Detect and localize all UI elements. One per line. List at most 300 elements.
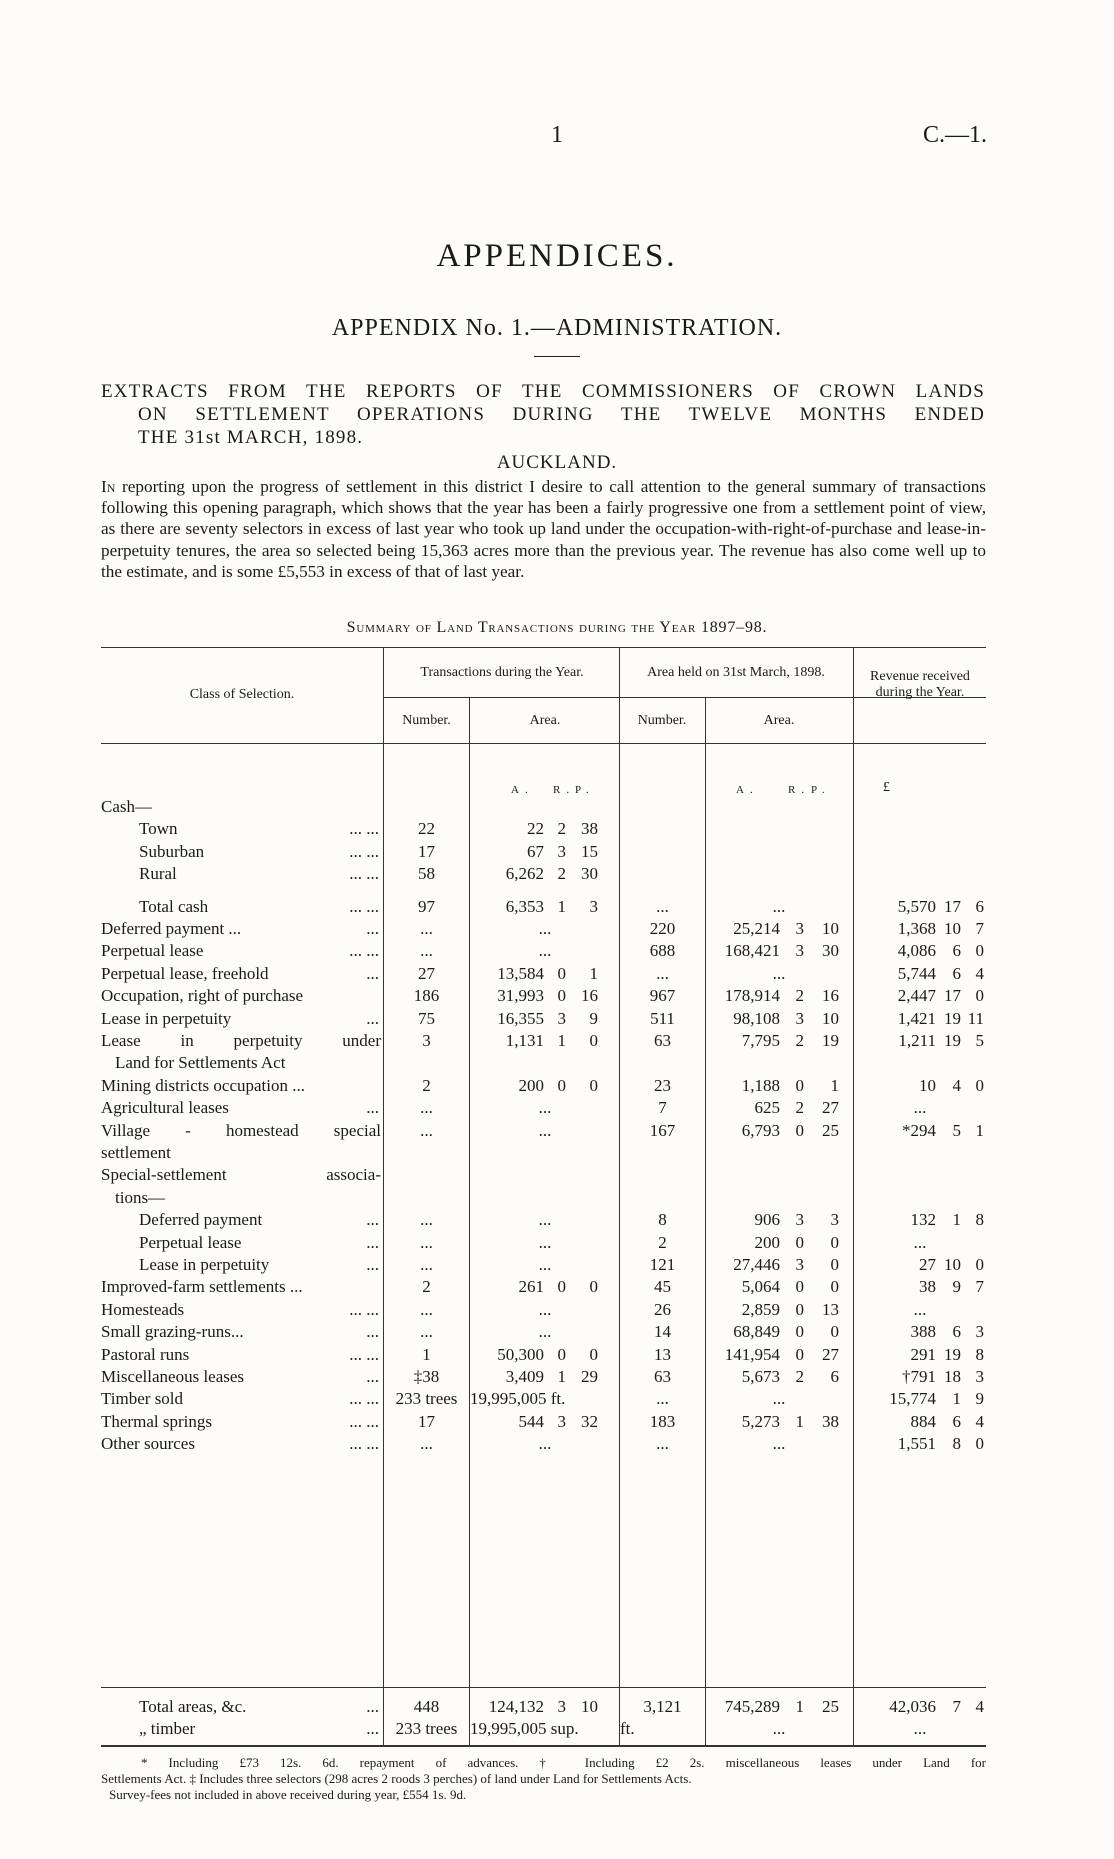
header-h-area: Area. (763, 713, 795, 728)
row-22-h-perches: 13 (822, 1299, 839, 1319)
row-7-rev-shillings: 6 (952, 963, 961, 983)
row-25-rev-shillings: 18 (944, 1367, 961, 1386)
total-0-label: Total areas, &c. (139, 1697, 247, 1716)
row-2-t-acres: 67 (527, 841, 544, 861)
row-28-t-number: ... (420, 1434, 433, 1454)
header-class: Class of Selection. (189, 687, 295, 702)
row-6-rev-shillings: 6 (952, 941, 961, 961)
row-12-t-perches: 0 (589, 1075, 598, 1095)
row-21-rev-pounds: 38 (919, 1277, 936, 1297)
row-6-h-perches: 30 (822, 941, 839, 961)
row-2-label: Suburban (139, 841, 205, 861)
row-26-leader: ... ... (349, 1389, 379, 1409)
total-0-h-perches: 25 (822, 1697, 839, 1716)
row-12-h-perches: 1 (830, 1075, 839, 1095)
row-18-t-area: ... (538, 1210, 552, 1230)
row-7-h-area: ... (772, 963, 786, 983)
row-4-rev-pounds: 5,570 (897, 896, 936, 916)
row-21-t-perches: 0 (589, 1277, 598, 1297)
row-22-t-area: ... (538, 1299, 552, 1319)
row-6-rev-pounds: 4,086 (897, 941, 936, 961)
row-14-h-roods: 0 (795, 1120, 804, 1140)
row-18-rev-pounds: 132 (910, 1210, 936, 1230)
total-0-t-roods: 3 (557, 1697, 566, 1716)
row-25-rev-pence: 3 (975, 1367, 984, 1386)
row-10-label: Lease in perpetuity under (101, 1031, 381, 1050)
row-19-h-perches: 0 (830, 1232, 839, 1252)
row-18-h-perches: 3 (830, 1210, 839, 1230)
row-10-rev-shillings: 19 (944, 1031, 961, 1050)
total-0-leader: ... (366, 1697, 379, 1716)
row-8-rev-pounds: 2,447 (897, 986, 936, 1006)
row-22-label: Homesteads (101, 1299, 185, 1319)
row-5-t-number: ... (420, 919, 433, 938)
row-25-t-number: ‡38 (413, 1367, 440, 1386)
row-23-t-number: ... (420, 1322, 433, 1342)
row-10-t-roods: 1 (557, 1031, 566, 1050)
row-20-h-roods: 3 (795, 1255, 804, 1274)
row-26-label: Timber sold (101, 1389, 184, 1409)
row-4-t-roods: 1 (557, 896, 566, 916)
row-8-h-acres: 178,914 (724, 986, 780, 1006)
row-7-t-perches: 1 (589, 963, 598, 983)
total-0-h-acres: 745,289 (724, 1697, 780, 1716)
row-10-h-acres: 7,795 (741, 1031, 780, 1050)
total-1-t-number: 233 trees (395, 1719, 458, 1738)
row-14-rev-pounds: *294 (902, 1120, 936, 1140)
row-19-t-area: ... (538, 1232, 552, 1252)
footnotes (101, 1755, 986, 1803)
row-25-t-acres: 3,409 (505, 1367, 544, 1386)
row-25-h-perches: 6 (830, 1367, 839, 1386)
total-1-t-area: 19,995,005 sup. (470, 1719, 579, 1738)
col-rule-1 (383, 647, 384, 1747)
row-12-h-acres: 1,188 (741, 1075, 780, 1095)
row-24-rev-pence: 8 (975, 1344, 984, 1364)
row-28-leader: ... ... (349, 1434, 379, 1454)
header-revenue: Revenue received during the Year. (870, 669, 970, 700)
row-9-h-roods: 3 (795, 1008, 804, 1028)
row-21-t-number: 2 (422, 1277, 431, 1297)
row-6-t-area: ... (538, 941, 552, 961)
row-24-t-acres: 50,300 (497, 1344, 544, 1364)
row-10-t-perches: 0 (589, 1031, 598, 1050)
row-9-t-number: 75 (418, 1008, 435, 1028)
footnote-3: Survey-fees not included in above received during year, £554 1s. 9d. (109, 1787, 467, 1802)
row-26-h-number: ... (656, 1389, 669, 1409)
row-2-t-perches: 15 (581, 841, 598, 861)
row-15-label: settlement (101, 1143, 171, 1162)
row-4-h-area: ... (772, 896, 786, 916)
row-13-revenue: ... (913, 1098, 927, 1118)
row-10-t-number: 3 (422, 1031, 431, 1050)
row-13-h-acres: 625 (754, 1098, 780, 1118)
unit-perches: P. (575, 784, 595, 796)
total-1-revenue: ... (913, 1719, 927, 1738)
row-25-h-acres: 5,673 (741, 1367, 780, 1386)
row-24-rev-shillings: 19 (944, 1344, 961, 1364)
row-5-h-roods: 3 (795, 919, 804, 938)
row-9-rev-shillings: 19 (944, 1008, 961, 1028)
row-9-h-number: 511 (650, 1008, 675, 1028)
row-8-rev-pence: 0 (975, 986, 984, 1006)
header-t-number: Number. (402, 713, 451, 728)
row-2-t-number: 17 (418, 841, 435, 861)
row-18-rev-pence: 8 (975, 1210, 984, 1230)
row-8-rev-shillings: 17 (944, 986, 961, 1006)
row-24-leader: ... ... (349, 1344, 379, 1364)
row-17-label: tions— (115, 1187, 166, 1207)
totals-rule (101, 1687, 986, 1688)
total-0-t-acres: 124,132 (488, 1697, 544, 1716)
row-5-t-area: ... (538, 919, 552, 938)
row-6-label: Perpetual lease (101, 941, 204, 961)
row-13-t-area: ... (538, 1098, 552, 1118)
row-1-t-roods: 2 (557, 819, 566, 839)
row-5-h-perches: 10 (822, 919, 839, 938)
intro-paragraph (101, 476, 986, 582)
row-24-rev-pounds: 291 (910, 1344, 936, 1364)
row-5-leader: ... (366, 919, 379, 938)
row-4-rev-pence: 6 (975, 896, 984, 916)
unit-roods: R. (553, 784, 576, 796)
total-0-t-number: 448 (413, 1697, 440, 1716)
total-0-rev-pounds: 42,036 (889, 1697, 936, 1716)
row-27-t-acres: 544 (518, 1411, 544, 1431)
row-25-label: Miscellaneous leases (101, 1367, 245, 1386)
row-24-h-perches: 27 (822, 1344, 839, 1364)
row-2-t-roods: 3 (557, 841, 566, 861)
row-20-rev-pounds: 27 (919, 1255, 936, 1274)
row-5-h-number: 220 (649, 919, 676, 938)
row-4-label: Total cash (139, 896, 209, 916)
row-24-t-perches: 0 (589, 1344, 598, 1364)
row-22-t-number: ... (420, 1299, 433, 1319)
row-22-h-acres: 2,859 (741, 1299, 780, 1319)
row-26-h-area: ... (772, 1389, 786, 1409)
row-14-rev-shillings: 5 (952, 1120, 961, 1140)
row-28-h-area: ... (772, 1434, 786, 1454)
row-10-rev-pounds: 1,211 (898, 1031, 936, 1050)
row-21-h-roods: 0 (795, 1277, 804, 1297)
row-23-rev-pence: 3 (975, 1322, 984, 1342)
region-heading: AUCKLAND. (496, 452, 618, 473)
row-25-h-roods: 2 (795, 1367, 804, 1386)
unit-held-acres: A. (736, 784, 759, 796)
row-18-h-roods: 3 (795, 1210, 804, 1230)
row-23-h-perches: 0 (830, 1322, 839, 1342)
row-25-t-roods: 1 (557, 1367, 566, 1386)
row-1-label: Town (139, 819, 178, 839)
row-20-rev-pence: 0 (975, 1255, 984, 1274)
row-28-t-area: ... (538, 1434, 552, 1454)
row-9-leader: ... (366, 1008, 379, 1028)
extracts-line-2: ON SETTLEMENT OPERATIONS DURING THE TWELVE MONTHS ENDED (138, 404, 985, 425)
row-11-label: Land for Settlements Act (115, 1053, 286, 1073)
row-14-rev-pence: 1 (975, 1120, 984, 1140)
row-21-h-acres: 5,064 (741, 1277, 780, 1297)
row-24-label: Pastoral runs (101, 1344, 190, 1364)
row-27-h-number: 183 (649, 1411, 676, 1431)
appendix-title: APPENDIX No. 1.—ADMINISTRATION. (331, 315, 783, 341)
total-1-h-number: ft. (620, 1719, 635, 1738)
unit-held-roods: R. (788, 784, 811, 796)
header-h-number: Number. (637, 713, 687, 728)
document-reference: C.—1. (922, 122, 987, 148)
row-7-t-acres: 13,584 (497, 963, 544, 983)
row-9-h-acres: 98,108 (733, 1008, 780, 1028)
row-5-label: Deferred payment ... (101, 919, 242, 938)
row-13-h-roods: 2 (795, 1098, 804, 1118)
row-7-t-roods: 0 (557, 963, 566, 983)
row-26-rev-pence: 9 (975, 1389, 984, 1409)
row-23-h-roods: 0 (795, 1322, 804, 1342)
col-rule-5 (853, 647, 854, 1747)
row-1-t-acres: 22 (527, 819, 544, 839)
row-22-h-roods: 0 (795, 1299, 804, 1319)
footnote-1: * Including £73 12s. 6d. repayment of advances. † Including £2 2s. miscellaneous leases under Land for (141, 1755, 986, 1770)
row-6-h-roods: 3 (795, 941, 804, 961)
row-9-label: Lease in perpetuity (101, 1008, 232, 1028)
row-20-label: Lease in perpetuity (139, 1255, 270, 1274)
row-19-t-number: ... (420, 1232, 433, 1252)
row-14-t-number: ... (420, 1120, 433, 1140)
row-10-rev-pence: 5 (975, 1031, 984, 1050)
row-19-revenue: ... (913, 1232, 927, 1252)
row-27-rev-pounds: 884 (910, 1411, 936, 1431)
row-1-t-perches: 38 (581, 819, 598, 839)
unit-acres: A. (511, 784, 534, 796)
row-18-h-number: 8 (658, 1210, 667, 1230)
row-23-rev-shillings: 6 (952, 1322, 961, 1342)
row-19-h-number: 2 (658, 1232, 667, 1252)
unit-held-perches: P. (811, 784, 831, 796)
header-t-area: Area. (529, 713, 561, 728)
row-20-h-perches: 0 (830, 1255, 839, 1274)
row-10-t-acres: 1,131 (505, 1031, 544, 1050)
row-21-h-perches: 0 (830, 1277, 839, 1297)
row-4-h-number: ... (656, 896, 669, 916)
row-27-t-number: 17 (418, 1411, 435, 1431)
row-19-h-acres: 200 (754, 1232, 780, 1252)
row-8-label: Occupation, right of purchase (101, 986, 304, 1006)
row-10-h-roods: 2 (795, 1031, 804, 1050)
intro-lead: In (101, 477, 116, 496)
row-14-h-acres: 6,793 (741, 1120, 780, 1140)
row-1-t-number: 22 (418, 819, 435, 839)
row-27-rev-shillings: 6 (952, 1411, 961, 1431)
row-27-h-roods: 1 (795, 1411, 804, 1431)
row-27-h-acres: 5,273 (741, 1411, 780, 1431)
row-8-h-roods: 2 (795, 986, 804, 1006)
row-20-leader: ... (366, 1255, 379, 1274)
col-rule-3 (619, 647, 620, 1747)
row-13-leader: ... (366, 1098, 379, 1118)
row-23-rev-pounds: 388 (910, 1322, 936, 1342)
row-23-h-acres: 68,849 (733, 1322, 780, 1342)
row-18-rev-shillings: 1 (952, 1210, 961, 1230)
row-23-leader: ... (366, 1322, 379, 1342)
row-13-h-perches: 27 (822, 1098, 839, 1118)
row-21-rev-shillings: 9 (952, 1277, 961, 1297)
row-14-h-number: 167 (649, 1120, 676, 1140)
row-28-h-number: ... (656, 1434, 669, 1454)
row-18-label: Deferred payment (139, 1210, 263, 1230)
row-22-leader: ... ... (349, 1299, 379, 1319)
row-5-h-acres: 25,214 (733, 919, 780, 938)
row-13-t-number: ... (420, 1098, 433, 1118)
row-24-h-number: 13 (654, 1344, 671, 1364)
row-5-rev-pence: 7 (975, 919, 984, 938)
total-1-h-area: ... (772, 1719, 786, 1738)
row-28-label: Other sources (101, 1434, 195, 1454)
row-12-h-roods: 0 (795, 1075, 804, 1095)
row-12-rev-pounds: 10 (919, 1075, 936, 1095)
total-0-t-perches: 10 (581, 1697, 598, 1716)
row-16-label: Special-settlement associa- (101, 1165, 381, 1185)
row-4-t-acres: 6,353 (505, 896, 544, 916)
row-27-rev-pence: 4 (975, 1411, 984, 1431)
row-20-h-acres: 27,446 (733, 1255, 780, 1274)
row-9-rev-pounds: 1,421 (897, 1008, 936, 1028)
extracts-line-3: THE 31st MARCH, 1898. (138, 427, 364, 448)
row-22-revenue: ... (913, 1299, 927, 1319)
row-7-rev-pounds: 5,744 (897, 963, 936, 983)
page-title: APPENDICES. (436, 238, 678, 274)
header-area-held: Area held on 31st March, 1898. (647, 665, 825, 680)
row-8-h-perches: 16 (822, 986, 839, 1006)
row-12-t-roods: 0 (557, 1075, 566, 1095)
row-21-rev-pence: 7 (975, 1277, 984, 1297)
unit-pounds: £ (883, 780, 890, 795)
row-12-label: Mining districts occupation ... (101, 1075, 305, 1095)
row-20-h-number: 121 (649, 1255, 676, 1274)
row-8-h-number: 967 (649, 986, 676, 1006)
row-5-rev-shillings: 10 (944, 919, 961, 938)
row-3-leader: ... ... (349, 864, 379, 884)
row-25-rev-pounds: †791 (902, 1367, 936, 1386)
row-28-rev-pence: 0 (975, 1434, 984, 1454)
row-26-t-number: 233 trees (395, 1389, 458, 1409)
row-8-t-number: 186 (413, 986, 440, 1006)
row-4-leader: ... ... (349, 896, 379, 916)
row-19-leader: ... (366, 1232, 379, 1252)
row-6-rev-pence: 0 (975, 941, 984, 961)
footnote-2: Settlements Act. ‡ Includes three selectors (298 acres 2 roods 3 perches) of land under Land for Settlements Acts. (101, 1771, 692, 1786)
row-10-h-perches: 19 (822, 1031, 839, 1050)
row-6-leader: ... ... (349, 941, 379, 961)
row-23-label: Small grazing-runs... (101, 1322, 244, 1342)
header-transactions: Transactions during the Year. (420, 665, 584, 680)
row-7-leader: ... (366, 963, 379, 983)
row-26-rev-shillings: 1 (952, 1389, 961, 1409)
row-25-t-perches: 29 (581, 1367, 598, 1386)
row-4-t-perches: 3 (589, 896, 598, 916)
row-27-t-perches: 32 (581, 1411, 598, 1431)
row-25-h-number: 63 (654, 1367, 671, 1386)
row-3-t-acres: 6,262 (505, 864, 544, 884)
row-23-t-area: ... (538, 1322, 552, 1342)
total-0-h-roods: 1 (795, 1697, 804, 1716)
row-28-rev-shillings: 8 (952, 1434, 961, 1454)
extracts-heading (101, 380, 985, 449)
row-2-leader: ... ... (349, 841, 379, 861)
row-9-t-perches: 9 (589, 1008, 598, 1028)
row-4-t-number: 97 (418, 896, 435, 916)
row-12-t-number: 2 (422, 1075, 431, 1095)
row-3-t-number: 58 (418, 864, 435, 884)
row-24-h-acres: 141,954 (724, 1344, 780, 1364)
row-24-t-roods: 0 (557, 1344, 566, 1364)
row-12-rev-pence: 0 (975, 1075, 984, 1095)
row-21-t-acres: 261 (518, 1277, 544, 1297)
row-27-leader: ... ... (349, 1411, 379, 1431)
row-7-label: Perpetual lease, freehold (101, 963, 269, 983)
row-9-t-acres: 16,355 (497, 1008, 544, 1028)
row-3-t-roods: 2 (557, 864, 566, 884)
row-22-h-number: 26 (654, 1299, 671, 1319)
row-18-h-acres: 906 (754, 1210, 780, 1230)
row-28-rev-pounds: 1,551 (897, 1434, 936, 1454)
row-9-t-roods: 3 (557, 1008, 566, 1028)
total-0-rev-pence: 4 (975, 1697, 984, 1716)
row-3-t-perches: 30 (581, 864, 598, 884)
row-10-h-number: 63 (654, 1031, 671, 1050)
row-6-h-number: 688 (649, 941, 676, 961)
row-7-rev-pence: 4 (975, 963, 984, 983)
row-20-t-number: ... (420, 1255, 433, 1274)
row-18-t-number: ... (420, 1210, 433, 1230)
row-12-rev-shillings: 4 (952, 1075, 961, 1095)
row-21-label: Improved-farm settlements ... (101, 1277, 303, 1297)
total-1-label: „ timber (139, 1719, 196, 1738)
row-23-h-number: 14 (654, 1322, 671, 1342)
summary-table (101, 647, 986, 1792)
row-8-t-perches: 16 (581, 986, 598, 1006)
row-18-leader: ... (366, 1210, 379, 1230)
row-20-rev-shillings: 10 (944, 1255, 961, 1274)
row-12-h-number: 23 (654, 1075, 671, 1095)
row-26-rev-pounds: 15,774 (889, 1389, 936, 1409)
intro-text: reporting upon the progress of settlement in this district I desire to call attention to the general summary of transactions following this opening paragraph, which shows that the year has been a fairly progressive one from a settlement point of view, as there are seventy selectors in excess of last year who took up land under the occupation-with-right-of-purchase and lease-in-perpetuity tenures, the area so selected being 15,363 acres more than the previous year. The revenue has also come well up to the estimate, and is some £5,553 in excess of that of last year. (101, 477, 986, 581)
row-9-rev-pence: 11 (967, 1008, 984, 1028)
total-1-leader: ... (366, 1719, 379, 1738)
row-26-t-area: 19,995,005 ft. (470, 1389, 566, 1409)
row-19-label: Perpetual lease (139, 1232, 242, 1252)
row-21-t-roods: 0 (557, 1277, 566, 1297)
row-14-label: Village - homestead special (101, 1120, 381, 1140)
row-7-h-number: ... (656, 963, 669, 983)
row-5-rev-pounds: 1,368 (897, 919, 936, 938)
row-14-t-area: ... (538, 1120, 552, 1140)
row-0-label: Cash— (101, 797, 152, 816)
row-20-t-area: ... (538, 1255, 552, 1274)
row-25-leader: ... (366, 1367, 379, 1386)
row-14-h-perches: 25 (822, 1120, 839, 1140)
row-6-h-acres: 168,421 (724, 941, 780, 961)
row-19-h-roods: 0 (795, 1232, 804, 1252)
row-3-label: Rural (139, 864, 177, 884)
row-27-label: Thermal springs (101, 1411, 212, 1431)
table-bottom-rule (101, 1745, 986, 1747)
total-0-h-number: 3,121 (643, 1697, 682, 1716)
row-7-t-number: 27 (418, 963, 435, 983)
row-24-t-number: 1 (422, 1344, 431, 1364)
row-9-h-perches: 10 (822, 1008, 839, 1028)
title-rule (534, 356, 580, 357)
row-27-t-roods: 3 (557, 1411, 566, 1431)
row-6-t-number: ... (420, 941, 433, 961)
